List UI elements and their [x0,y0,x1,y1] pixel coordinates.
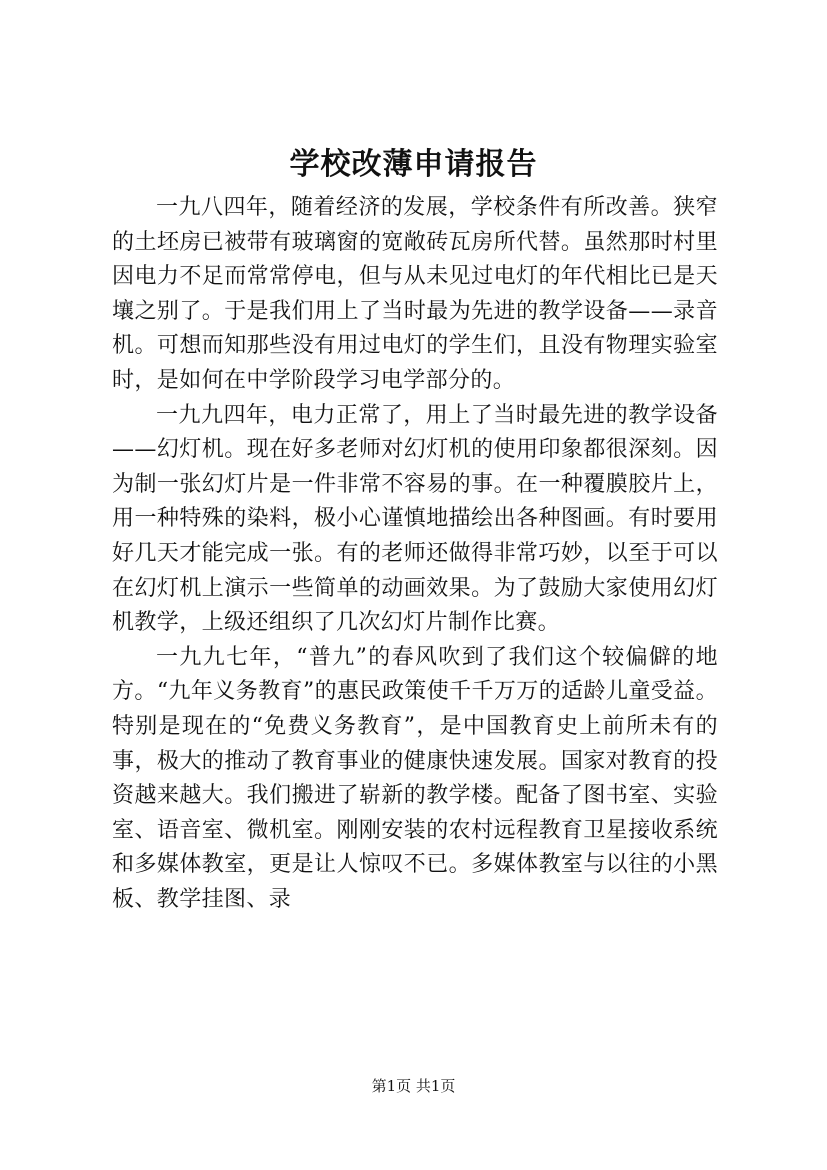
paragraph-3: 一九九七年，“普九”的春风吹到了我们这个较偏僻的地方。“九年义务教育”的惠民政策使千千万万的适龄儿童受益。特别是现在的“免费义务教育”，是中国教育史上前所未有的事，极大的推动了教育事业的健康快速发展。国家对教育的投资越来越大。我们搬进了崭新的教学楼。配备了图书室、实验室、语音室、微机室。刚刚安装的农村远程教育卫星接收系统和多媒体教室，更是让人惊叹不已。多媒体教室与以往的小黑板、教学挂图、录 [112,644,718,912]
paragraph-1: 一九八四年，随着经济的发展，学校条件有所改善。狭窄的土坯房已被带有玻璃窗的宽敞砖瓦房所代替。虽然那时村里因电力不足而常常停电，但与从未见过电灯的年代相比已是天壤之别了。于是我们用上了当时最为先进的教学设备——录音机。可想而知那些没有用过电灯的学生们，且没有物理实验室时，是如何在中学阶段学习电学部分的。 [112,195,718,393]
page-number-footer: 第1页 共1页 [371,1077,456,1095]
document-body [112,191,718,917]
document-title: 学校改薄申请报告 [289,147,538,182]
paragraph-2: 一九九四年，电力正常了，用上了当时最先进的教学设备——幻灯机。现在好多老师对幻灯机的使用印象都很深刻。因为制一张幻灯片是一件非常不容易的事。在一种覆膜胶片上，用一种特殊的染料，极小心谨慎地描绘出各种图画。有时要用好几天才能完成一张。有的老师还做得非常巧妙，以至于可以在幻灯机上演示一些简单的动画效果。为了鼓励大家使用幻灯机教学，上级还组织了几次幻灯片制作比赛。 [112,402,718,636]
